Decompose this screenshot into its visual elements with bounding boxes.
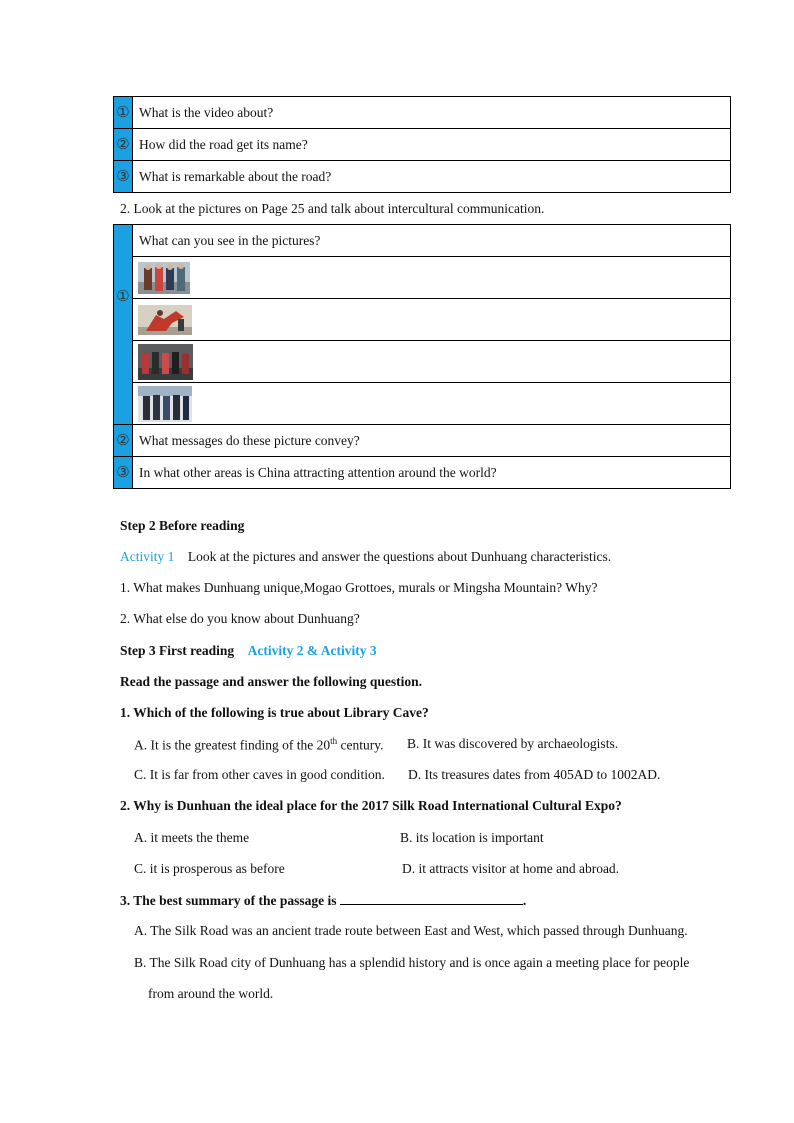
question-cell: In what other areas is China attracting attention around the world? — [133, 457, 731, 489]
row-number: ② — [114, 129, 133, 161]
photo-officials-thumbnail — [138, 386, 192, 422]
activity-1-label: Activity 1 — [120, 549, 175, 564]
step-2-title: Step 2 Before reading — [120, 518, 245, 533]
activity-1-line — [120, 549, 611, 565]
row-number: ③ — [114, 161, 133, 193]
q3-option-b-line-2: from around the world. — [148, 986, 274, 1001]
picture-row — [133, 341, 731, 383]
q2-option-b: B. its location is important — [400, 830, 544, 845]
photo-group-thumbnail — [138, 344, 193, 380]
section-2-heading: 2. Look at the pictures on Page 25 and talk about intercultural communication. — [120, 201, 545, 216]
q1-option-a — [134, 736, 383, 754]
q1-option-a-end: century. — [337, 737, 384, 753]
picture-row — [133, 299, 731, 341]
q1-option-a-sup: th — [330, 736, 338, 746]
question-3-text: 3. The best summary of the passage is — [120, 893, 337, 908]
q2-option-c: C. it is prosperous as before — [134, 861, 285, 876]
picture-row — [133, 383, 731, 425]
question-cell: What messages do these picture convey? — [133, 425, 731, 457]
activity-1-text: Look at the pictures and answer the questions about Dunhuang characteristics. — [187, 549, 612, 564]
question-cell: How did the road get its name? — [133, 129, 731, 161]
q2-option-a: A. it meets the theme — [134, 830, 250, 845]
photo-kungfu-thumbnail — [138, 305, 192, 335]
question-3-end: . — [522, 893, 527, 908]
question-cell: What is the video about? — [133, 97, 731, 129]
picture-row — [133, 257, 731, 299]
answer-blank — [340, 892, 523, 905]
row-number: ③ — [114, 457, 133, 489]
step-2-question-1: 1. What makes Dunhuang unique,Mogao Grottoes, murals or Mingsha Mountain? Why? — [120, 580, 598, 595]
question-2: 2. Why is Dunhuan the ideal place for the 2017 Silk Road International Cultural Expo? — [120, 798, 622, 813]
q1-option-d: D. Its treasures dates from 405AD to 1002AD. — [408, 767, 661, 782]
q1-option-b: B. It was discovered by archaeologists. — [407, 736, 619, 751]
question-3 — [120, 892, 526, 909]
reading-instruction: Read the passage and answer the following question. — [120, 674, 423, 689]
q2-option-d: D. it attracts visitor at home and abroad. — [402, 861, 620, 876]
row-number: ② — [114, 425, 133, 457]
step-3-title: Step 3 First reading — [120, 643, 235, 658]
row-number: ① — [114, 225, 133, 425]
q3-option-a: A. The Silk Road was an ancient trade route between East and West, which passed through Dunhuang. — [134, 923, 688, 938]
row-number: ① — [114, 97, 133, 129]
question-1: 1. Which of the following is true about Library Cave? — [120, 705, 429, 720]
question-cell: What is remarkable about the road? — [133, 161, 731, 193]
photo-students-thumbnail — [138, 262, 190, 294]
questions-table-2 — [113, 224, 731, 489]
question-cell: What can you see in the pictures? — [133, 225, 731, 257]
q1-option-a-text: A. It is the greatest finding of the 20 — [134, 737, 331, 753]
step-2-question-2: 2. What else do you know about Dunhuang? — [120, 611, 360, 626]
questions-table-1 — [113, 96, 731, 193]
q3-option-b-line-1: B. The Silk Road city of Dunhuang has a splendid history and is once again a meeting place for people — [134, 955, 690, 970]
step-3-line — [120, 643, 377, 659]
activity-2-3-label: Activity 2 & Activity 3 — [247, 643, 377, 658]
q1-option-c: C. It is far from other caves in good condition. — [134, 767, 385, 782]
